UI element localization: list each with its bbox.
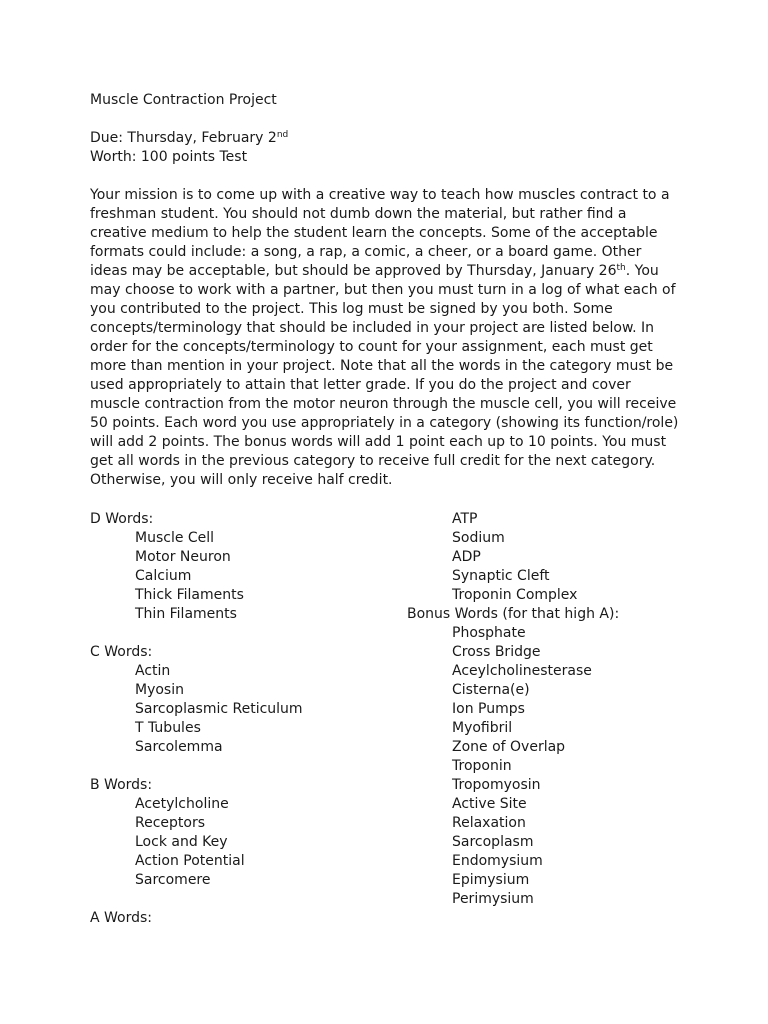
bonus-word-item: Relaxation [452, 815, 526, 831]
a-words-heading: A Words: [90, 910, 153, 926]
d-words-heading: D Words: [90, 511, 154, 527]
a-word-item: Synaptic Cleft [452, 568, 550, 584]
paragraph-line: get all words in the previous category to receive full credit for the next category. [90, 453, 656, 469]
spacer [90, 890, 303, 909]
spacer [90, 624, 303, 643]
d-word-item: Muscle Cell [135, 530, 215, 546]
c-words-heading: C Words: [90, 644, 153, 660]
c-word-item: Myosin [135, 682, 184, 698]
paragraph-text: ideas may be acceptable, but should be approved by Thursday, January 26 [90, 263, 617, 279]
paragraph-line: Otherwise, you will only receive half credit. [90, 472, 393, 488]
paragraph-line: creative medium to help the student learn the concepts. Some of the acceptable [90, 225, 658, 241]
b-word-item: Sarcomere [135, 872, 211, 888]
due-date-text: Due: Thursday, February 2 [90, 130, 277, 146]
spacer [90, 757, 303, 776]
b-word-item: Action Potential [135, 853, 245, 869]
paragraph-line: used appropriately to attain that letter grade. If you do the project and cover [90, 377, 631, 393]
bonus-word-item: Epimysium [452, 872, 530, 888]
word-list-right-column [407, 510, 619, 909]
bonus-word-item: Sarcoplasm [452, 834, 534, 850]
bonus-word-item: Myofibril [452, 720, 513, 736]
d-word-item: Calcium [135, 568, 192, 584]
paragraph-line [90, 262, 690, 281]
paragraph-line: you contributed to the project. This log must be signed by you both. Some [90, 301, 613, 317]
paragraph-text: . You [625, 263, 659, 279]
bonus-word-item: Ion Pumps [452, 701, 525, 717]
bonus-word-item: Cisterna(e) [452, 682, 530, 698]
paragraph-line: freshman student. You should not dumb down the material, but rather find a [90, 206, 627, 222]
worth-line: Worth: 100 points Test [90, 149, 248, 165]
due-date-superscript: nd [276, 130, 289, 140]
bonus-word-item: Tropomyosin [452, 777, 541, 793]
b-word-item: Lock and Key [135, 834, 228, 850]
b-word-item: Receptors [135, 815, 206, 831]
a-word-item: ADP [452, 549, 481, 565]
bonus-words-heading: Bonus Words (for that high A): [407, 606, 620, 622]
c-word-item: Actin [135, 663, 171, 679]
paragraph-line: more than mention in your project. Note that all the words in the category must be [90, 358, 674, 374]
a-word-item: Sodium [452, 530, 505, 546]
bonus-word-item: Endomysium [452, 853, 543, 869]
bonus-word-item: Cross Bridge [452, 644, 541, 660]
c-word-item: Sarcoplasmic Reticulum [135, 701, 303, 717]
paragraph-line: concepts/terminology that should be included in your project are listed below. In [90, 320, 655, 336]
bonus-word-item: Aceylcholinesterase [452, 663, 592, 679]
paragraph-line: may choose to work with a partner, but then you must turn in a log of what each of [90, 282, 676, 298]
due-date [90, 129, 288, 148]
paragraph-line: 50 points. Each word you use appropriately in a category (showing its function/role) [90, 415, 679, 431]
bonus-word-item: Phosphate [452, 625, 526, 641]
paragraph-line: formats could include: a song, a rap, a comic, a cheer, or a board game. Other [90, 244, 642, 260]
c-word-item: T Tubules [135, 720, 201, 736]
a-word-item: ATP [452, 511, 478, 527]
bonus-word-item: Perimysium [452, 891, 534, 907]
d-word-item: Motor Neuron [135, 549, 231, 565]
d-word-item: Thin Filaments [135, 606, 237, 622]
bonus-word-item: Active Site [452, 796, 527, 812]
bonus-word-item: Troponin [452, 758, 512, 774]
paragraph-line: Your mission is to come up with a creative way to teach how muscles contract to a [90, 187, 670, 203]
paragraph-line: muscle contraction from the motor neuron through the muscle cell, you will receive [90, 396, 677, 412]
c-word-item: Sarcolemma [135, 739, 223, 755]
paragraph-line: order for the concepts/terminology to count for your assignment, each must get [90, 339, 653, 355]
a-word-item: Troponin Complex [452, 587, 578, 603]
b-word-item: Acetylcholine [135, 796, 229, 812]
paragraph-line: will add 2 points. The bonus words will add 1 point each up to 10 points. You must [90, 434, 667, 450]
instructions-paragraph [90, 186, 690, 490]
b-words-heading: B Words: [90, 777, 153, 793]
word-list-left-column [90, 510, 303, 928]
bonus-word-item: Zone of Overlap [452, 739, 566, 755]
d-word-item: Thick Filaments [135, 587, 244, 603]
paragraph-superscript: th [616, 263, 626, 273]
document-title: Muscle Contraction Project [90, 92, 277, 108]
